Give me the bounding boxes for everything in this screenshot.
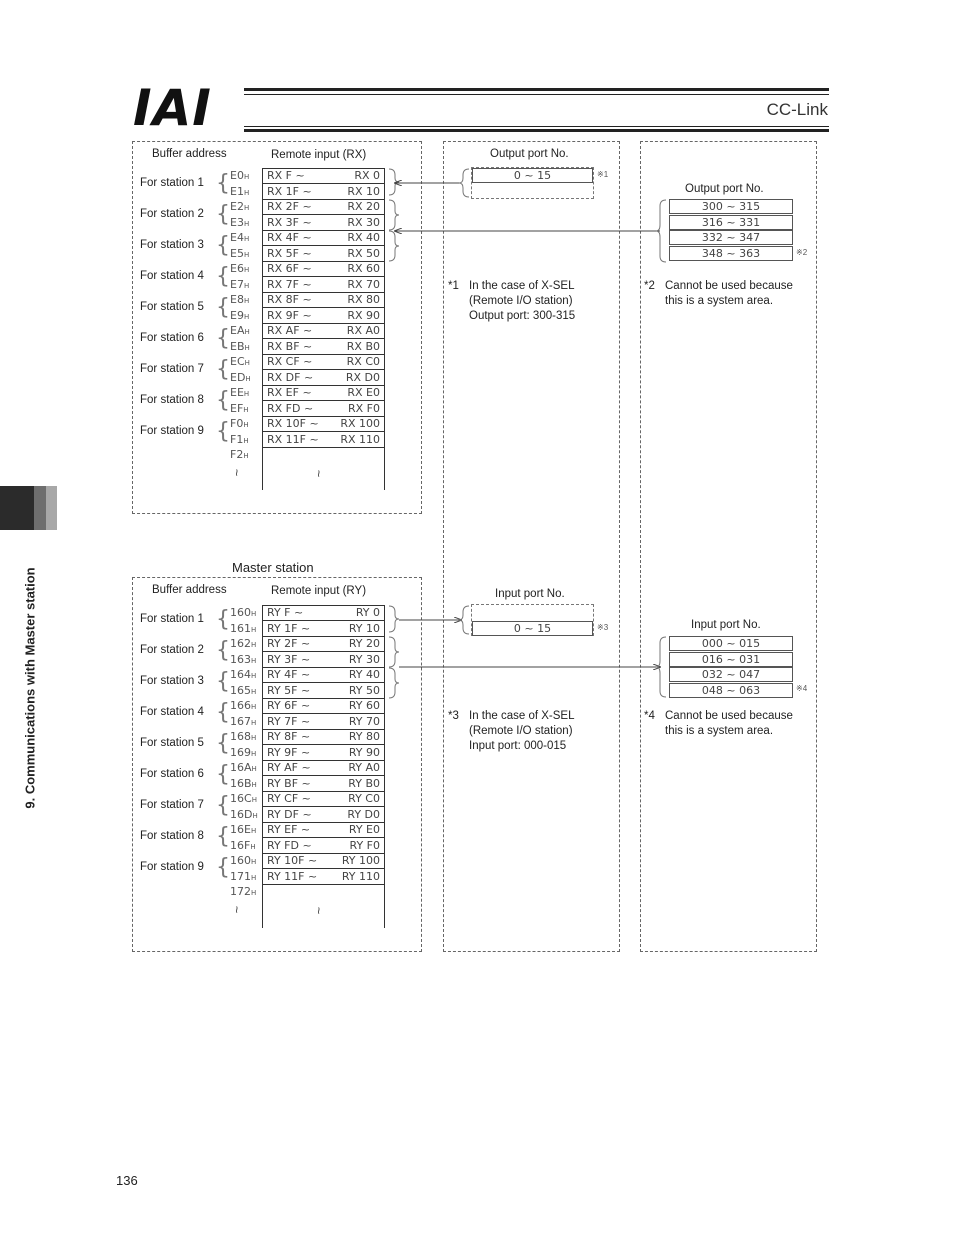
note-3-line-3: Input port: 000-015 [469, 740, 567, 752]
rx-station-label: For station 6 [140, 332, 204, 344]
rx-buffer-address-value: E9 [230, 308, 244, 322]
rx-buffer-address-suffix: H [243, 250, 250, 259]
rx-buffer-address-value: F0 [230, 417, 244, 430]
note-2-num: *2 [644, 280, 655, 292]
ry-station-brace: { [216, 700, 230, 725]
rx-register-high: RX 6F ~ [267, 262, 312, 275]
ry-buffer-address-value: 16B [230, 776, 252, 790]
ry-station-label: For station 3 [140, 675, 204, 687]
ry-buffer-address-suffix: H [251, 672, 257, 680]
rx-station-brace: { [216, 326, 230, 351]
rx-register-low: RX 70 [347, 277, 380, 291]
ry-st1-brace [389, 606, 399, 632]
chapter-label: 9. Communications with Master station [22, 567, 38, 809]
rx-buffer-address-value: E4 [230, 231, 244, 244]
ry-buffer-address-value: 16F [230, 838, 251, 852]
ry-register-low: RY 80 [348, 730, 380, 743]
ry-register-low: RY B0 [348, 776, 380, 790]
note-4-num: *4 [644, 710, 655, 722]
ry-buffer-address-value: 160 [230, 606, 251, 619]
ry-buffer-address-value: 16C [230, 792, 252, 805]
output-port-2-row: 348 ~ 363 [669, 246, 793, 261]
rx-register-high: RX 9F ~ [267, 308, 312, 322]
ry-buffer-address-value: 171 [230, 869, 251, 883]
ry-station-label: For station 8 [140, 830, 204, 842]
rx-register-low: RX 20 [347, 200, 380, 213]
rx-buffer-address-value: EB [230, 339, 245, 353]
ry-register-high: RY 3F ~ [267, 652, 311, 666]
rx-register-high: RX AF ~ [267, 324, 313, 337]
iai-logo: IAI [133, 79, 212, 137]
ry-register-low: RY 60 [348, 699, 380, 712]
ry-station-label: For station 1 [140, 613, 204, 625]
rx-buffer-address-value: E0 [230, 169, 244, 182]
rx-station-brace: { [216, 202, 230, 227]
input-port-2-title: Input port No. [691, 619, 761, 631]
note-1-num: *1 [448, 280, 459, 292]
product-name: CC-Link [766, 100, 828, 119]
ry-register-high: RY 5F ~ [267, 683, 311, 697]
rx-register-low: RX 80 [347, 293, 380, 306]
rx-buffer-address-suffix: H [243, 204, 250, 212]
ry-register-low: RY 100 [341, 854, 380, 867]
rx-register-high: RX 3F ~ [267, 215, 312, 229]
rx-st2-brace [389, 200, 399, 230]
page-number: 136 [116, 1173, 138, 1188]
rx-buffer-address-value: E8 [230, 293, 244, 306]
input-port-1-brace [459, 606, 469, 634]
output-port-1-mark: ※1 [597, 170, 609, 179]
rx-station-brace: { [216, 171, 230, 196]
ry-station-label: For station 5 [140, 737, 204, 749]
ry-buffer-address-suffix: H [251, 734, 257, 742]
ry-buffer-address-value: 162 [230, 637, 251, 650]
rx-register-low: RX 50 [347, 246, 380, 260]
rx-register-high: RX 10F ~ [267, 417, 319, 430]
ry-buffer-address-value: 169 [230, 745, 251, 759]
rx-register-low: RX 10 [347, 184, 380, 198]
output-port-2-row: 316 ~ 331 [669, 215, 793, 230]
ry-station-label: For station 9 [140, 861, 204, 873]
rx-register-high: RX DF ~ [267, 370, 314, 384]
ry-buffer-address-suffix: H [251, 718, 257, 727]
ry-register-low: RY E0 [348, 823, 380, 836]
rx-station-brace: { [216, 357, 230, 382]
rx-buffer-address-value: EF [230, 401, 244, 415]
rx-register-low: RX 0 [354, 169, 380, 182]
rx-register-high: RX BF ~ [267, 339, 313, 353]
rx-st1-brace [389, 169, 399, 195]
ry-register-low: RY 30 [348, 652, 380, 666]
rx-buffer-address-suffix: H [243, 436, 249, 445]
ry-register-low: RY 10 [348, 621, 380, 635]
rx-buffer-address-suffix: H [243, 266, 250, 274]
output-port-1-value: 0 ~ 15 [472, 168, 593, 183]
ry-register-high: RY 4F ~ [267, 668, 311, 681]
ry-register-low: RY 0 [355, 606, 380, 619]
ry-buffer-address-value: 163 [230, 652, 251, 666]
rx-buffer-address-suffix: H [244, 328, 250, 336]
rx-continuation-mark: ~ [311, 469, 327, 478]
ry-buffer-address-suffix: H [251, 873, 257, 882]
output-port-2-row: 300 ~ 315 [669, 199, 793, 214]
input-port-2-row: 032 ~ 047 [669, 667, 793, 682]
ry-station-brace: { [216, 762, 230, 787]
rx-register-low: RX A0 [346, 324, 380, 337]
ry-register-high: RY 11F ~ [267, 869, 318, 883]
rx-buffer-address-value: EC [230, 355, 245, 368]
ry-buffer-address-value: 168 [230, 730, 251, 743]
ry-buffer-address-suffix: H [251, 889, 257, 897]
ry-buffer-address-suffix: H [251, 765, 257, 773]
rx-st3-brace [389, 231, 399, 261]
rx-buffer-address-value: E6 [230, 262, 244, 275]
rx-buffer-address-value: E7 [230, 277, 244, 291]
ry-buffer-address-value: 16A [230, 761, 252, 774]
ry-buffer-address-value: 160 [230, 854, 251, 867]
rx-buffer-address-value: F1 [230, 432, 244, 446]
ry-station-brace: { [216, 731, 230, 756]
ry-buffer-address-value: 172 [230, 885, 251, 898]
ry-register-high: RY 7F ~ [267, 714, 311, 728]
rx-register-low: RX E0 [347, 386, 380, 399]
rx-register-low: RX 60 [347, 262, 380, 275]
ry-buffer-address-value: 161 [230, 621, 251, 635]
ry-station-brace: { [216, 607, 230, 632]
input-port-1-value: 0 ~ 15 [472, 621, 593, 636]
output-port-2-mark: ※2 [796, 248, 808, 257]
rx-register-high: RX 2F ~ [267, 200, 312, 213]
ry-register-high: RY 2F ~ [267, 637, 311, 650]
ry-st2-brace [389, 637, 399, 667]
rx-station-label: For station 1 [140, 177, 204, 189]
rx-buffer-address-suffix: H [243, 297, 250, 305]
rx-buffer-header: Buffer address [152, 148, 227, 160]
rx-station-label: For station 2 [140, 208, 204, 220]
ry-address-continuation-mark: ~ [229, 905, 245, 913]
rx-buffer-address-value: E1 [230, 184, 244, 198]
note-4-line-2: this is a system area. [665, 725, 774, 737]
rx-register-high: RX 4F ~ [267, 231, 312, 244]
rx-station-label: For station 3 [140, 239, 204, 251]
rx-buffer-address-suffix: H [243, 173, 250, 181]
rx-register-low: RX 40 [347, 231, 380, 244]
rx-register-low: RX 100 [340, 417, 380, 430]
rx-register-low: RX 30 [347, 215, 380, 229]
rx-register-low: RX F0 [347, 401, 380, 415]
input-port-2-row: 048 ~ 063 [669, 683, 793, 698]
input-port-2-row: 016 ~ 031 [669, 652, 793, 667]
ry-buffer-address-value: 166 [230, 699, 251, 712]
rx-buffer-address-suffix: H [243, 312, 250, 321]
note-1-line-3: Output port: 300-315 [469, 310, 576, 322]
rx-buffer-address-suffix: H [243, 235, 250, 243]
rx-station-label: For station 4 [140, 270, 204, 282]
ry-buffer-address-suffix: H [252, 811, 258, 820]
input-port-2-mark: ※4 [796, 684, 808, 693]
note-2-line-2: this is a system area. [665, 295, 774, 307]
input-port-2-row: 000 ~ 015 [669, 636, 793, 651]
rx-station-brace: { [216, 233, 230, 258]
ry-station-label: For station 7 [140, 799, 204, 811]
rx-register-low: RX B0 [346, 339, 380, 353]
ry-station-brace: { [216, 793, 230, 818]
rx-buffer-address-value: ED [230, 370, 246, 384]
ry-register-low: RY C0 [348, 792, 380, 805]
ry-station-brace: { [216, 855, 230, 880]
ry-register-high: RY 10F ~ [267, 854, 318, 867]
ry-register-low: RY 40 [348, 668, 380, 681]
output-port-1-brace [459, 169, 469, 197]
ry-station-brace: { [216, 824, 230, 849]
rx-register-high: RX CF ~ [267, 355, 313, 368]
ry-register-low: RY F0 [349, 838, 380, 852]
ry-register-high: RY 8F ~ [267, 730, 311, 743]
rx-station-brace: { [216, 419, 230, 444]
rx-station-brace: { [216, 295, 230, 320]
output-port-2-row: 332 ~ 347 [669, 230, 793, 245]
rx-buffer-address-suffix: H [243, 188, 250, 197]
ry-buffer-address-suffix: H [251, 749, 257, 758]
rx-register-high: RX 7F ~ [267, 277, 312, 291]
output-port-1-title: Output port No. [490, 148, 569, 160]
rx-address-continuation-mark: ~ [229, 468, 245, 476]
ry-buffer-address-suffix: H [250, 827, 257, 835]
ry-buffer-address-suffix: H [251, 641, 257, 649]
note-4-line-1: Cannot be used because [665, 710, 793, 722]
ry-register-high: RY EF ~ [267, 823, 311, 836]
ry-station-brace: { [216, 638, 230, 663]
ry-register-low: RY 70 [348, 714, 380, 728]
ry-register-high: RY FD ~ [267, 838, 312, 852]
ry-register-high: RY DF ~ [267, 807, 312, 821]
rx-buffer-address-suffix: H [243, 390, 250, 398]
input-port-1-title: Input port No. [495, 588, 565, 600]
ry-buffer-address-suffix: H [251, 687, 257, 696]
ry-buffer-address-suffix: H [251, 858, 257, 866]
master-station-title: Master station [232, 560, 314, 575]
rx-buffer-address-value: EA [230, 324, 245, 337]
note-3-line-2: (Remote I/O station) [469, 725, 573, 737]
ry-register-low: RY D0 [347, 807, 380, 821]
rx-buffer-address-suffix: H [245, 374, 251, 383]
note-3-line-1: In the case of X-SEL [469, 710, 575, 722]
rx-register-low: RX C0 [346, 355, 380, 368]
rx-register-low: RX 90 [347, 308, 380, 322]
ry-buffer-address-value: 165 [230, 683, 251, 697]
rx-register-high: RX 8F ~ [267, 293, 312, 306]
rx-station-brace: { [216, 388, 230, 413]
ry-station-label: For station 4 [140, 706, 204, 718]
ry-buffer-address-suffix: H [250, 842, 256, 851]
rx-register-high: RX 1F ~ [267, 184, 312, 198]
ry-buffer-address-value: 164 [230, 668, 251, 681]
ry-station-label: For station 2 [140, 644, 204, 656]
rx-buffer-address-value: EE [230, 386, 244, 399]
rx-station-label: For station 5 [140, 301, 204, 313]
ry-register-low: RY 50 [348, 683, 380, 697]
ry-register-high: RY BF ~ [267, 776, 311, 790]
ry-continuation-mark: ~ [311, 906, 327, 915]
rx-register-high: RX F ~ [267, 169, 305, 182]
rx-station-brace: { [216, 264, 230, 289]
ry-register-high: RY AF ~ [267, 761, 311, 774]
ry-station-brace: { [216, 669, 230, 694]
rx-register-high: RX EF ~ [267, 386, 312, 399]
ry-buffer-header: Buffer address [152, 584, 227, 596]
output-port-2-title: Output port No. [685, 183, 764, 195]
rx-register-low: RX D0 [345, 370, 380, 384]
ry-register-low: RY 90 [348, 745, 380, 759]
note-1-line-1: In the case of X-SEL [469, 280, 575, 292]
rx-station-label: For station 8 [140, 394, 204, 406]
rx-buffer-address-suffix: H [243, 452, 249, 460]
ry-buffer-address-suffix: H [251, 780, 257, 789]
rx-buffer-address-suffix: H [243, 405, 249, 414]
note-1-line-2: (Remote I/O station) [469, 295, 573, 307]
ry-register-high: RY F ~ [267, 606, 304, 619]
input-port-1-mark: ※3 [597, 623, 609, 632]
ry-buffer-address-suffix: H [251, 703, 257, 711]
note-2-line-1: Cannot be used because [665, 280, 793, 292]
rx-buffer-address-suffix: H [244, 343, 250, 352]
rx-register-high: RX FD ~ [267, 401, 314, 415]
rx-buffer-address-value: E2 [230, 200, 244, 213]
ry-st3-brace [389, 668, 399, 698]
ry-register-high: RY CF ~ [267, 792, 311, 805]
rx-buffer-address-value: F2 [230, 448, 244, 461]
ry-buffer-address-value: 16E [230, 823, 251, 836]
ry-register-high: RY 1F ~ [267, 621, 311, 635]
ry-register-low: RY 20 [348, 637, 380, 650]
rx-buffer-address-value: E3 [230, 215, 244, 229]
note-3-num: *3 [448, 710, 459, 722]
rx-buffer-address-suffix: H [243, 281, 250, 290]
rx-buffer-address-suffix: H [243, 219, 250, 228]
ry-buffer-address-suffix: H [251, 796, 257, 804]
rx-buffer-address-value: E5 [230, 246, 244, 260]
ry-buffer-address-value: 167 [230, 714, 251, 728]
rx-station-label: For station 7 [140, 363, 204, 375]
ry-register-low: RY 110 [341, 869, 380, 883]
ry-register-high: RY 6F ~ [267, 699, 311, 712]
ry-register-low: RY A0 [348, 761, 380, 774]
rx-register-high: RX 5F ~ [267, 246, 312, 260]
ry-register-high: RY 9F ~ [267, 745, 311, 759]
ry-buffer-address-suffix: H [251, 610, 257, 618]
rx-station-label: For station 9 [140, 425, 204, 437]
ry-remote-header: Remote input (RY) [271, 585, 367, 597]
rx-register-high: RX 11F ~ [267, 432, 319, 446]
input-port-2-brace [656, 637, 666, 697]
ry-buffer-address-suffix: H [251, 625, 257, 634]
rx-register-low: RX 110 [340, 432, 380, 446]
output-port-2-brace [656, 200, 666, 262]
ry-buffer-address-value: 16D [230, 807, 253, 821]
rx-buffer-address-suffix: H [244, 359, 250, 367]
ry-buffer-address-suffix: H [251, 656, 257, 665]
rx-buffer-address-suffix: H [243, 421, 249, 429]
ry-station-label: For station 6 [140, 768, 204, 780]
rx-remote-header: Remote input (RX) [271, 149, 367, 161]
